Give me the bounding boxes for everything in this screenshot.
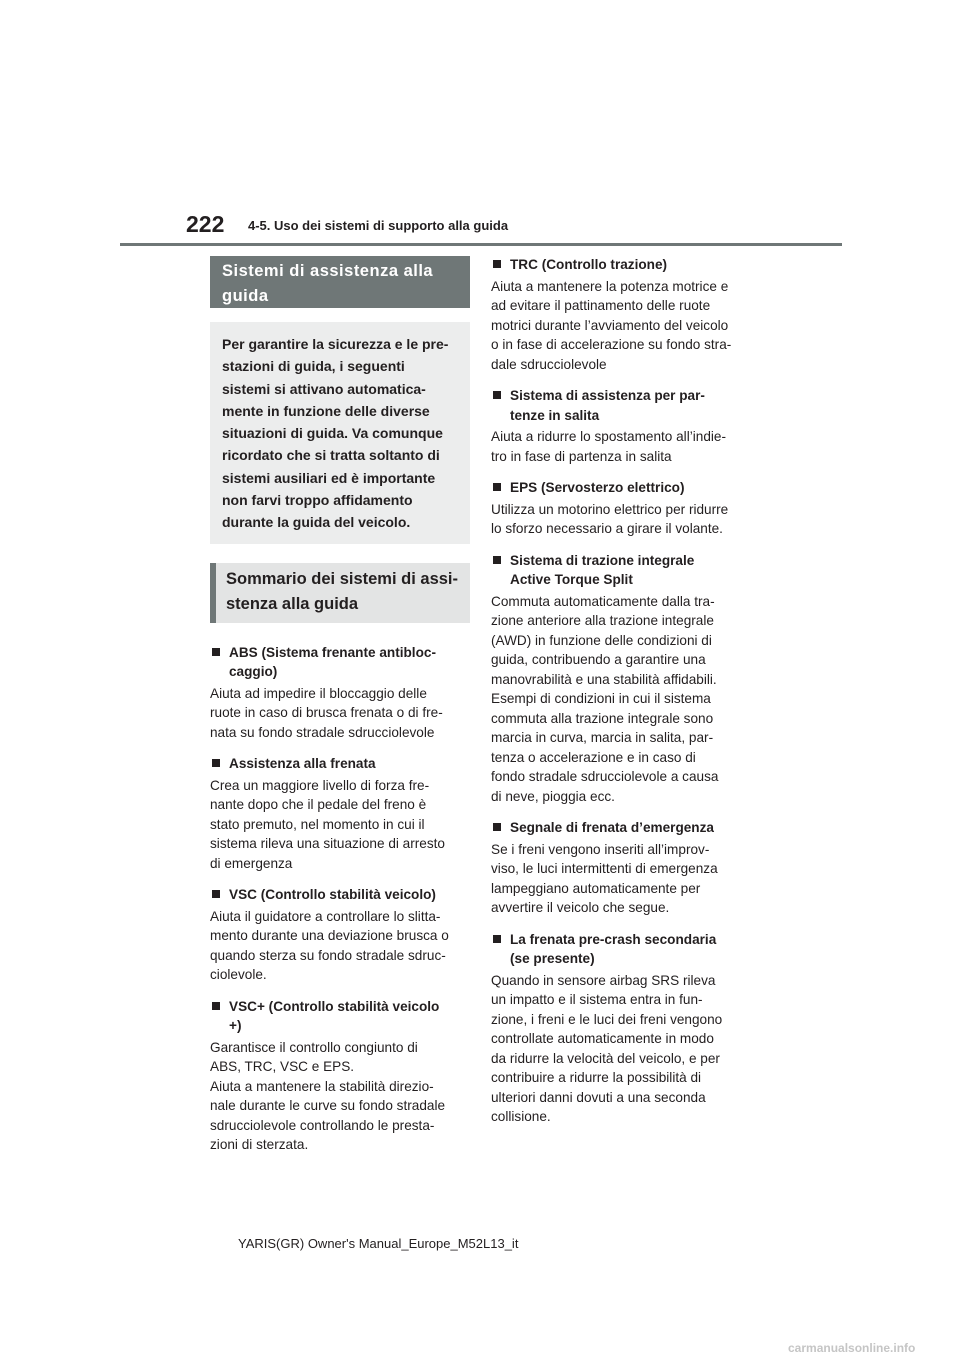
main-heading: Sistemi di assistenza alla guida [210,256,470,308]
square-bullet-icon [212,890,220,898]
intro-box: Per garantire la sicurezza e le pre- stazioni di guida, i seguenti sistemi si attivano automatica- mente in funzione delle diverse situazioni di guida. Va comunque ricordato che si tratta soltanto di sistemi ausiliari ed è importante non farvi troppo affidamento durante la guida del veicolo. [210,322,470,544]
right-column [491,255,751,1127]
square-bullet-icon [493,823,501,831]
topic-title [491,818,751,838]
topic-title [210,885,470,905]
topic-title-text: Sistema di trazione integrale Active Torque Split [510,552,695,587]
topic-title [491,255,751,275]
topic-title [491,551,751,590]
square-bullet-icon [212,648,220,656]
topic-secondary-collision-brake [491,930,751,1127]
square-bullet-icon [493,556,501,564]
topic-title [210,643,470,682]
topic-title-text: La frenata pre-crash secondaria (se presente) [510,931,717,966]
topic-title-text: EPS (Servosterzo elettrico) [510,480,685,495]
topic-title-text: Segnale di frenata d’emergenza [510,820,714,835]
square-bullet-icon [212,1002,220,1010]
topic-title-text: VSC (Controllo stabilità veicolo) [229,887,436,903]
section-title: 4-5. Uso dei sistemi di supporto alla guida [248,218,509,233]
topic-eps [491,478,751,539]
square-bullet-icon [493,260,501,268]
footer-manual-id: YARIS(GR) Owner's Manual_Europe_M52L13_it [238,1236,519,1251]
topic-title-text: Assistenza alla frenata [229,756,376,772]
square-bullet-icon [493,483,501,491]
topic-title [491,930,751,969]
topic-emergency-brake-signal [491,818,751,918]
page-number: 222 [186,211,225,237]
topic-body: Garantisce il controllo congiunto di ABS, TRC, VSC e EPS. Aiuta a mantenere la stabilità direzio- nale durante le curve su fondo stradale sdrucciolevole controllando le presta- zioni di sterzata. [210,1039,446,1153]
topic-vsc-plus [210,997,470,1155]
topic-body: Utilizza un motorino elettrico per ridurre lo sforzo necessario a girare il volante. [491,501,729,536]
topic-title-text: Sistema di assistenza per par- tenze in salita [510,388,705,423]
topic-body: Se i freni vengono inseriti all’improv- viso, le luci intermittenti di emergenza lampeggiano automaticamente per avvertire il veicolo che segue. [491,841,718,915]
square-bullet-icon [493,935,501,943]
square-bullet-icon [212,759,220,767]
topic-title [210,997,470,1036]
header-rule [120,243,842,246]
topic-body: Commuta automaticamente dalla tra- zione anteriore alla trazione integrale (AWD) in funzione delle condizioni di guida, contribuendo a garantire una manovrabilità e una stabilità affidabili. Esempi di condizioni in cui il sistema commuta alla trazione integrale sono marcia in curva, marcia in salita, par- tenza o accelerazione e in caso di fondo stradale sdrucciolevole a causa di neve, pioggia ecc. [491,593,719,804]
sub-heading: Sommario dei sistemi di assi- stenza alla guida [210,563,470,623]
topic-title [210,754,470,774]
topic-brake-assist [210,754,470,873]
left-column [210,256,470,1155]
topic-title [491,478,751,498]
topic-title [491,386,751,425]
square-bullet-icon [493,391,501,399]
topic-body: Crea un maggiore livello di forza fre- nante dopo che il pedale del freno è stato premuto, nel momento in cui il sistema rileva una situazione di arresto di emergenza [210,777,445,871]
topic-vsc [210,885,470,985]
left-topic-list [210,643,470,1155]
topic-title-text: ABS (Sistema frenante antibloc- caggio) [229,644,436,680]
topic-awd [491,551,751,807]
topic-body: Aiuta ad impedire il bloccaggio delle ruote in caso di brusca frenata o di fre- nata su fondo stradale sdrucciolevole [210,685,443,740]
topic-title-text: VSC+ (Controllo stabilità veicolo +) [229,998,440,1034]
topic-title-text: TRC (Controllo trazione) [510,257,668,272]
topic-body: Aiuta il guidatore a controllare lo slitta- mento durante una deviazione brusca o quando sterza su fondo stradale sdruc- ciolevole. [210,908,449,983]
topic-body: Quando in sensore airbag SRS rileva un impatto e il sistema entra in fun- zione, i freni e le luci dei freni vengono controllate automaticamente in modo da ridurre la velocità del veicolo, e per contribuire a ridurre la possibilità di ulteriori danni dovuti a una seconda collisione. [491,972,723,1124]
topic-body: Aiuta a mantenere la potenza motrice e ad evitare il pattinamento delle ruote motrici durante l’avviamento del veicolo o in fase di accelerazione su fondo stra- dale sdrucciolevole [491,278,732,372]
topic-body: Aiuta a ridurre lo spostamento all’indie- tro in fase di partenza in salita [491,429,726,464]
topic-trc [491,255,751,374]
topic-hill-start-assist [491,386,751,466]
watermark[interactable]: carmanualsonline.info [788,1341,916,1355]
topic-abs [210,643,470,743]
